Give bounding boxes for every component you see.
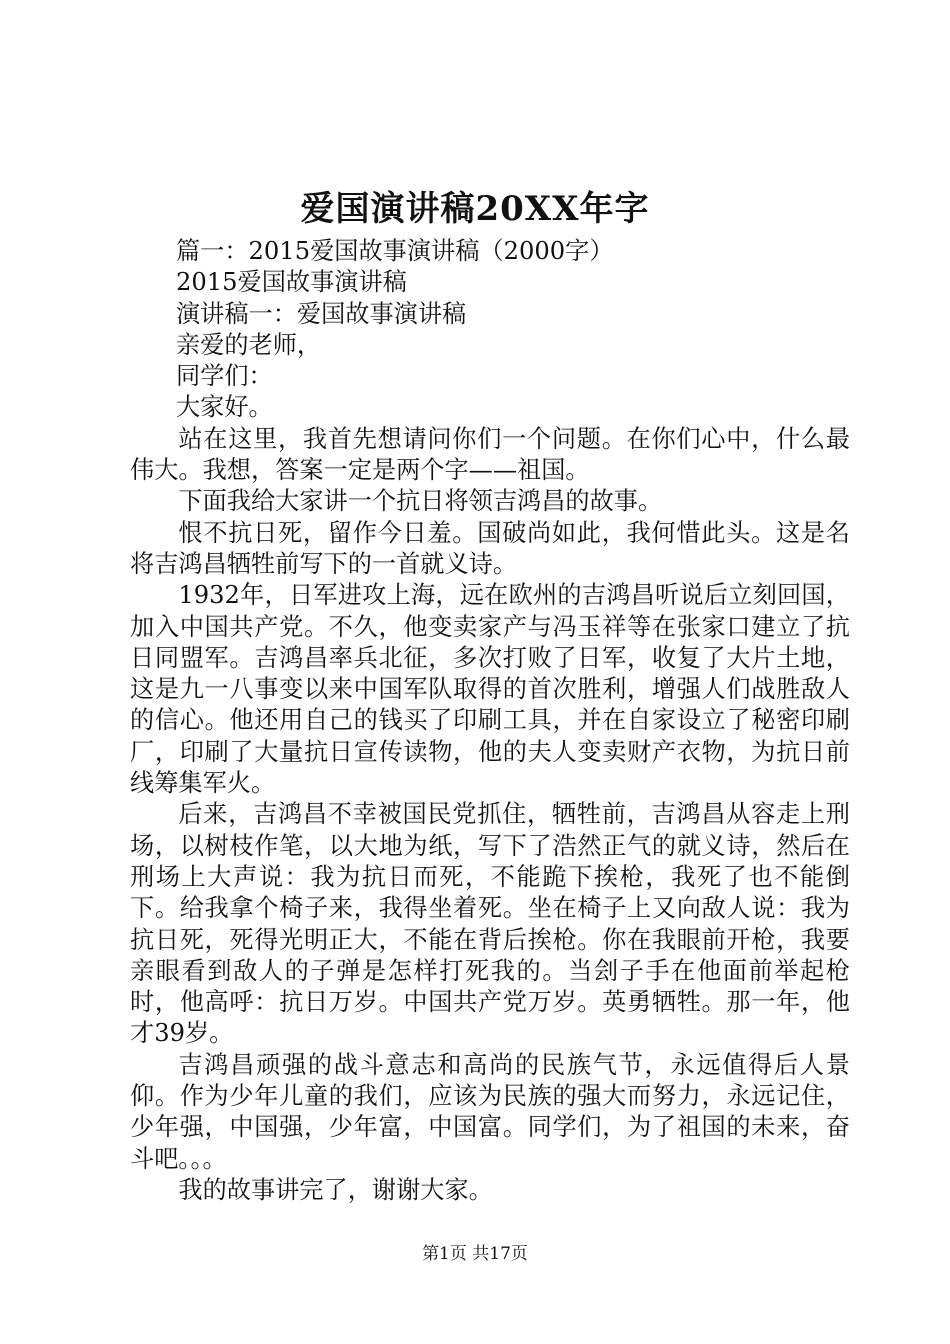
paragraph-body: 站在这里，我首先想请问你们一个问题。在你们心中，什么最伟大。我想，答案一定是两个字——祖国。 <box>130 424 850 485</box>
paragraph-greeting: 大家好。 <box>175 393 273 422</box>
paragraph-body: 吉鸿昌顽强的战斗意志和高尚的民族气节，永远值得后人景仰。作为少年儿童的我们，应该为民族的强大而努力，永远记住，少年强，中国强，少年富，中国富。同学们，为了祖国的未来，奋斗吧。。。 <box>130 1050 850 1173</box>
paragraph-salutation-teacher: 亲爱的老师， <box>175 330 322 359</box>
paragraph-heading-1: 篇一：2015爱国故事演讲稿（2000字） <box>175 237 614 265</box>
paragraph-body: 恨不抗日死，留作今日羞。国破尚如此，我何惜此头。这是名将吉鸿昌牺牲前写下的一首就义诗。 <box>130 518 850 578</box>
paragraph-body: 下面我给大家讲一个抗日将领吉鸿昌的故事。 <box>178 487 663 516</box>
paragraph-salutation-students: 同学们： <box>175 362 273 391</box>
paragraph-body: 1932年，日军进攻上海，远在欧州的吉鸿昌听说后立刻回国，加入中国共产党。不久，他变卖家产与冯玉祥等在张家口建立了抗日同盟军。吉鸿昌率兵北征，多次打败了日军，收复了大片土地，这是九一八事变以来中国军队取得的首次胜利，增强人们战胜敌人的信心。他还用自己的钱买了印刷工具，并在自家设立了秘密印刷厂，印刷了大量抗日宣传读物，他的夫人变卖财产衣物，为抗日前线筹集军火。 <box>130 581 850 798</box>
document-body <box>130 236 850 1206</box>
paragraph-body: 后来，吉鸿昌不幸被国民党抓住，牺牲前，吉鸿昌从容走上刑场，以树枝作笔，以大地为纸，写下了浩然正气的就义诗，然后在刑场上大声说：我为抗日而死，不能跪下挨枪，我死了也不能倒下。给我拿个椅子来，我得坐着死。坐在椅子上又向敌人说：我为抗日死，死得光明正大，不能在背后挨枪。你在我眼前开枪，我要亲眼看到敌人的子弹是怎样打死我的。当刽子手在他面前举起枪时，他高呼：抗日万岁。中国共产党万岁。英勇牺牲。那一年，他才39岁。 <box>130 800 850 1048</box>
paragraph-heading-3: 演讲稿一：爱国故事演讲稿 <box>175 299 467 328</box>
page-number-footer: 第1页 共17页 <box>422 1244 528 1264</box>
paragraph-heading-2: 2015爱国故事演讲稿 <box>175 268 407 297</box>
paragraph-closing: 我的故事讲完了，谢谢大家。 <box>178 1175 493 1204</box>
document-title: 爱国演讲稿20XX年字 <box>300 189 650 229</box>
